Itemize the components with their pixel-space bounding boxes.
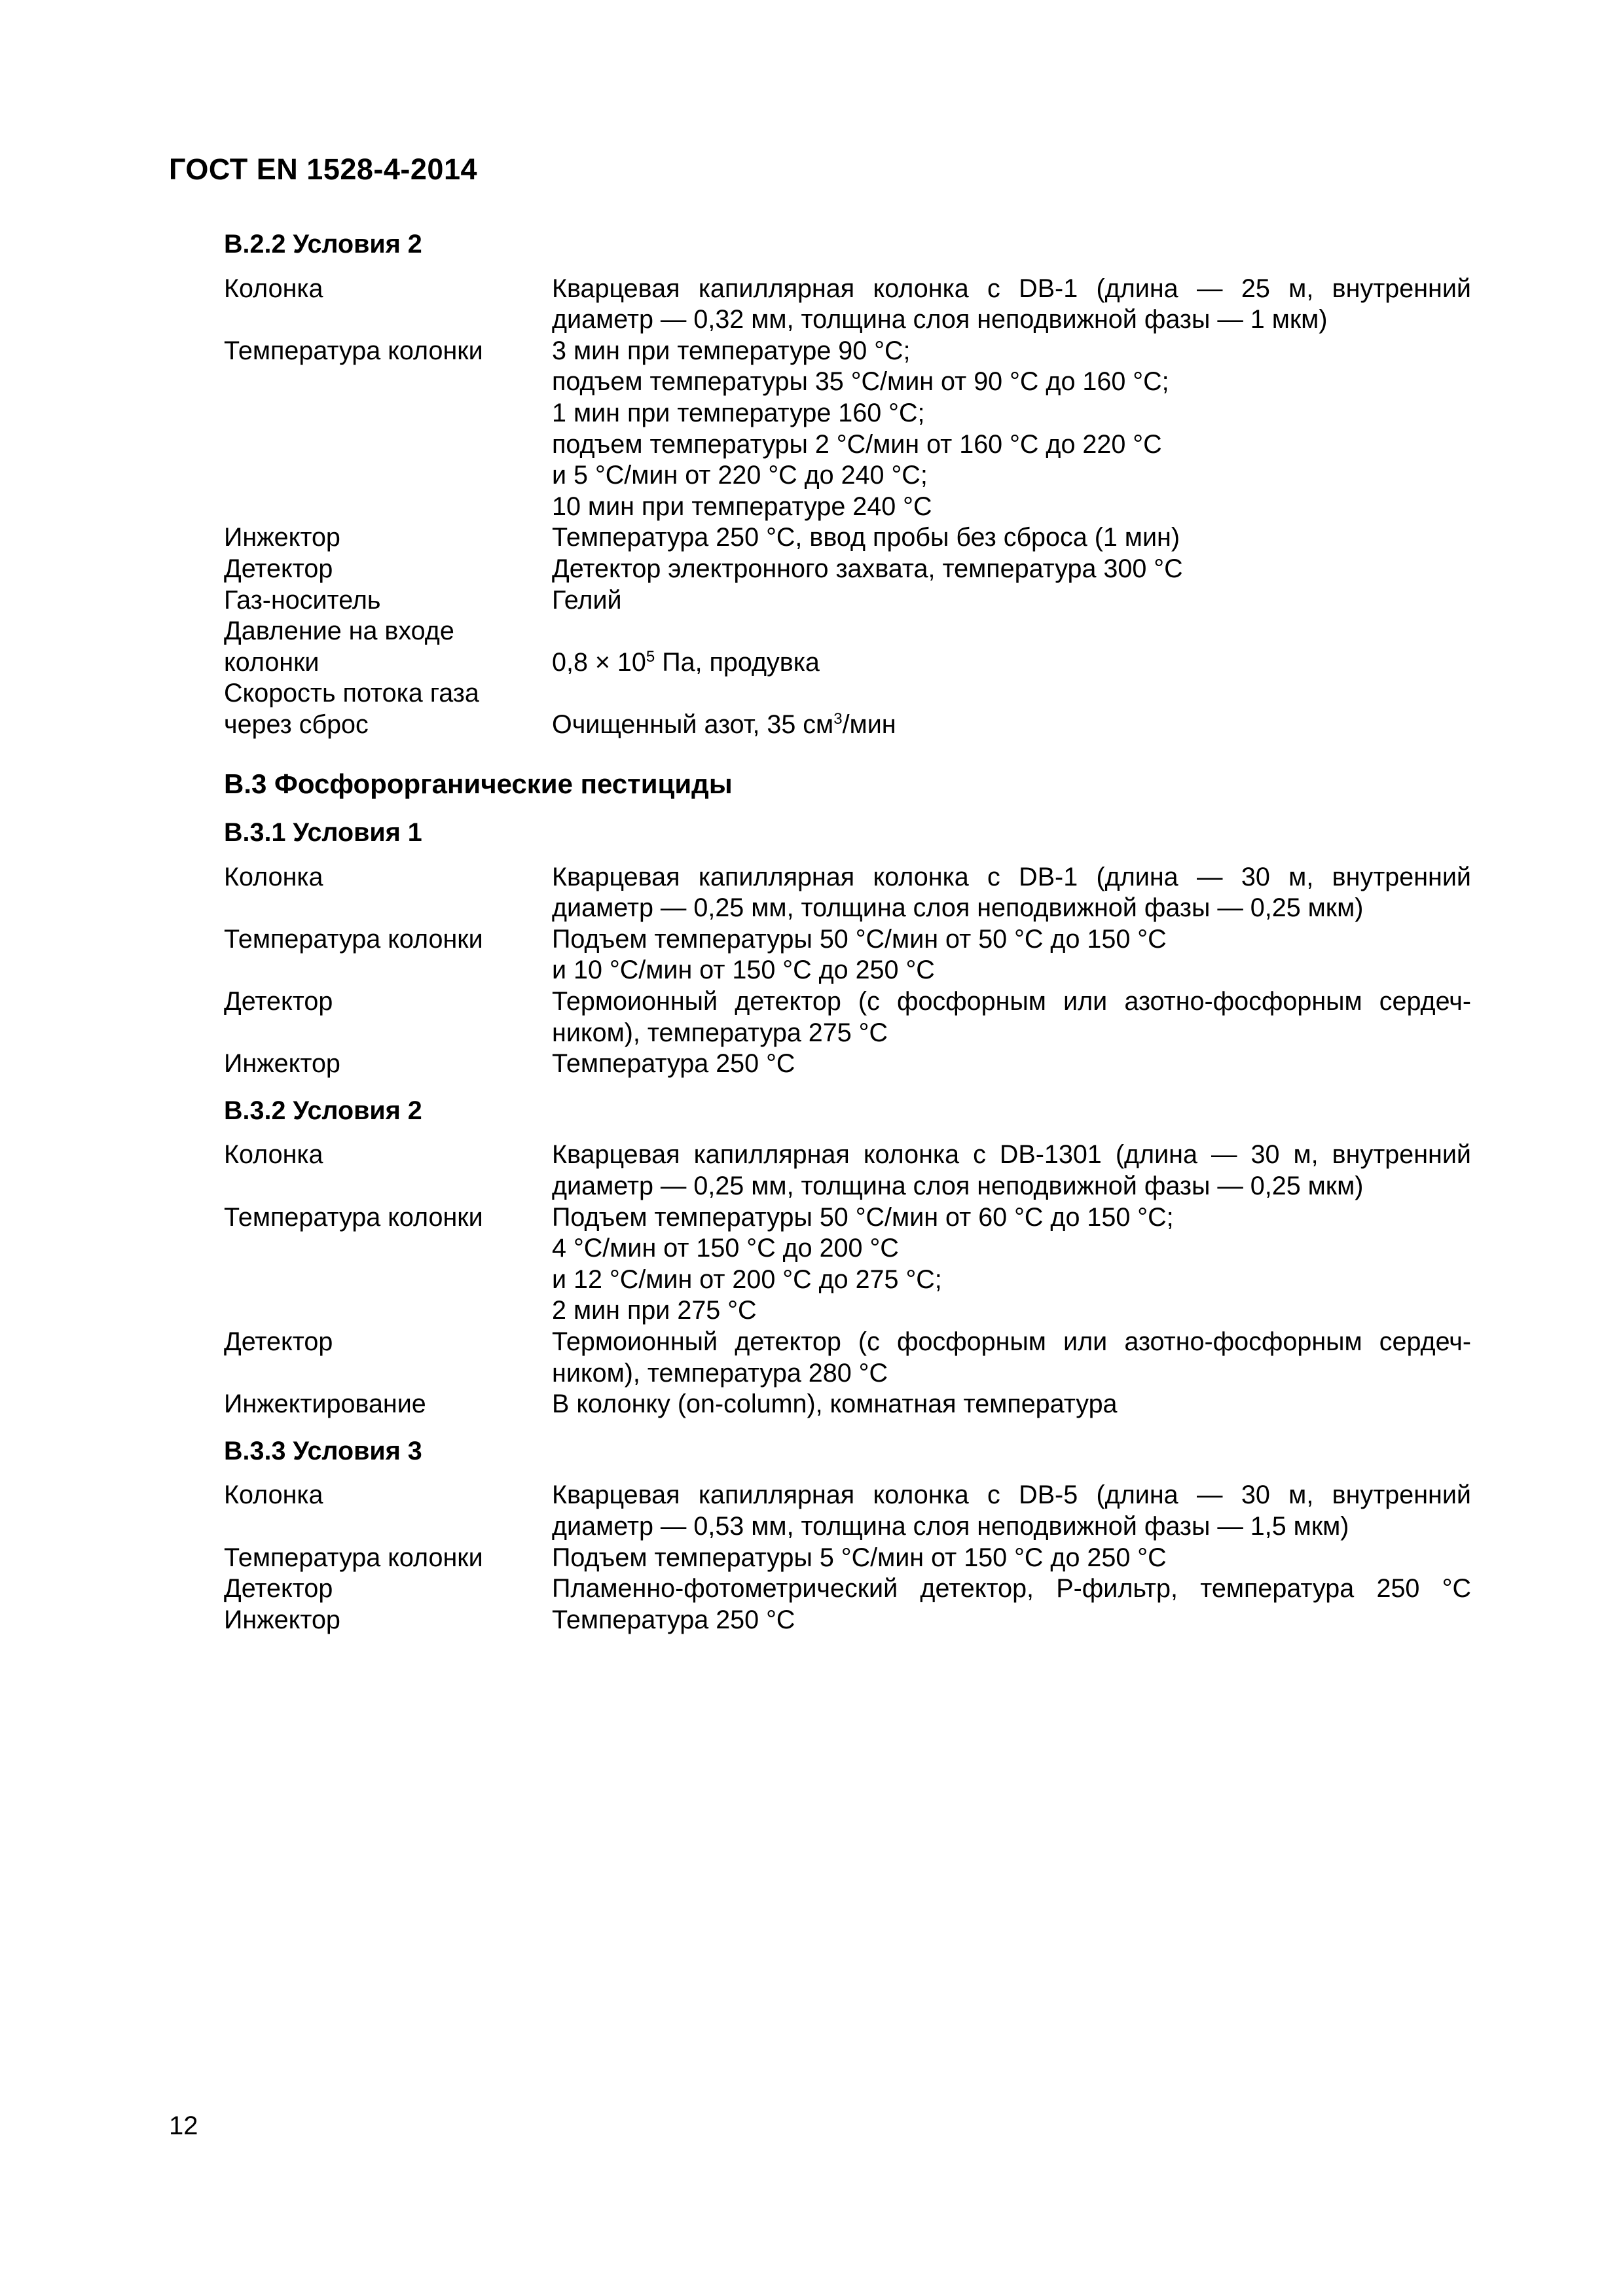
param-label: Колонка [224, 1140, 323, 1170]
section-heading-b-3-3: B.3.3 Условия 3 [224, 1436, 422, 1465]
param-label: Температура колонки [224, 1543, 483, 1572]
param-value: Кварцевая капиллярная колонка с DB-1301 (длина — 30 м, внутренний диаметр — 0,25 мм, толщина слоя неподвижной фазы — 0,25 мкм) [552, 1140, 1471, 1201]
param-label: Инжектор [224, 1605, 340, 1634]
param-label: Колонка [224, 274, 323, 303]
param-value: 3 мин при температуре 90 °C; подъем температуры 35 °C/мин от 90 °C до 160 °C; 1 мин при температуре 160 °C; подъем температуры 2 °C/мин от 160 °C до 220 °C и 5 °C/мин от 220 °C до 240 °C; 10 мин при температуре 240 °C [552, 336, 1169, 521]
param-value: Кварцевая капиллярная колонка с DB-1 (длина — 30 м, внутренний диаметр — 0,25 мм, толщина слоя неподвижной фазы — 0,25 мкм) [552, 862, 1471, 923]
document-body [224, 229, 1471, 1636]
param-row [224, 585, 1471, 617]
param-row [224, 1389, 1471, 1420]
param-row [224, 274, 1471, 336]
page-number: 12 [169, 2111, 198, 2140]
param-value: Кварцевая капиллярная колонка с DB-5 (длина — 30 м, внутренний диаметр — 0,53 мм, толщина слоя неподвижной фазы — 1,5 мкм) [552, 1480, 1471, 1541]
param-value: Подъем температуры 5 °C/мин от 150 °C до 250 °C [552, 1543, 1167, 1572]
param-value: Подъем температуры 50 °C/мин от 60 °C до 150 °C; 4 °C/мин от 150 °C до 200 °C и 12 °C/мин от 200 °C до 275 °C; 2 мин при 275 °C [552, 1202, 1174, 1325]
param-value: Подъем температуры 50 °C/мин от 50 °C до 150 °C и 10 °C/мин от 150 °C до 250 °C [552, 924, 1167, 985]
param-value: Пламенно-фотометрический детектор, Р-фильтр, температура 250 °C [552, 1574, 1471, 1604]
section-heading-b-3-2: B.3.2 Условия 2 [224, 1096, 422, 1125]
param-value: Кварцевая капиллярная колонка с DB-1 (длина — 25 м, внутренний диаметр — 0,32 мм, толщина слоя неподвижной фазы — 1 мкм) [552, 274, 1471, 334]
param-label: Температура колонки [224, 924, 483, 954]
param-label: Инжектор [224, 1049, 340, 1079]
section-heading-b-3-1: B.3.1 Условия 1 [224, 818, 422, 848]
param-row [224, 1605, 1471, 1636]
param-label: Детектор [224, 554, 333, 583]
param-row [224, 1480, 1471, 1542]
param-row [224, 1573, 1471, 1605]
param-row [224, 616, 1471, 678]
param-value: Температура 250 °C, ввод пробы без сброса (1 мин) [552, 523, 1180, 552]
param-value: Термоионный детектор (с фосфорным или азотно-фосфорным сердеч- ником), температура 280 °C [552, 1327, 1471, 1388]
param-value: Температура 250 °C [552, 1049, 795, 1079]
param-label: Температура колонки [224, 336, 483, 365]
param-row [224, 924, 1471, 986]
param-value: Очищенный азот, 35 $см^3$/мин [552, 709, 896, 739]
param-label: Детектор [224, 1574, 333, 1604]
param-label: Давление на входе колонки [224, 617, 454, 677]
param-value: Температура 250 °C [552, 1605, 795, 1634]
param-label: Колонка [224, 1480, 323, 1510]
document-header: ГОСТ EN 1528-4-2014 [169, 152, 478, 186]
param-label: Колонка [224, 862, 323, 891]
superscript: 5 [646, 647, 655, 666]
param-row [224, 336, 1471, 523]
param-value: Гелий [552, 585, 622, 615]
param-label: Температура колонки [224, 1202, 483, 1232]
param-row [224, 986, 1471, 1049]
param-row [224, 862, 1471, 924]
param-value: Термоионный детектор (с фосфорным или азотно-фосфорным сердеч- ником), температура 275 °C [552, 987, 1471, 1047]
param-row [224, 1327, 1471, 1389]
param-row [224, 1049, 1471, 1080]
param-label: Инжектирование [224, 1390, 426, 1419]
param-value: В колонку (on-column), комнатная температура [552, 1390, 1118, 1419]
param-row [224, 554, 1471, 585]
param-label: Газ-носитель [224, 585, 381, 615]
param-row [224, 522, 1471, 554]
param-label: Инжектор [224, 523, 340, 552]
param-row [224, 1202, 1471, 1327]
param-value: $0,8 \times 10^5$ Па, продувка [552, 647, 820, 677]
param-row [224, 678, 1471, 740]
section-heading-b-2-2: B.2.2 Условия 2 [224, 230, 422, 259]
param-row [224, 1139, 1471, 1202]
param-label: Детектор [224, 987, 333, 1016]
superscript: 3 [833, 709, 843, 728]
param-value: Детектор электронного захвата, температура 300 °C [552, 554, 1183, 583]
param-label: Детектор [224, 1327, 333, 1356]
param-row [224, 1543, 1471, 1574]
section-heading-b-3: B.3 Фосфорорганические пестициды [224, 768, 733, 799]
param-label: Скорость потока газа через сброс [224, 679, 479, 739]
